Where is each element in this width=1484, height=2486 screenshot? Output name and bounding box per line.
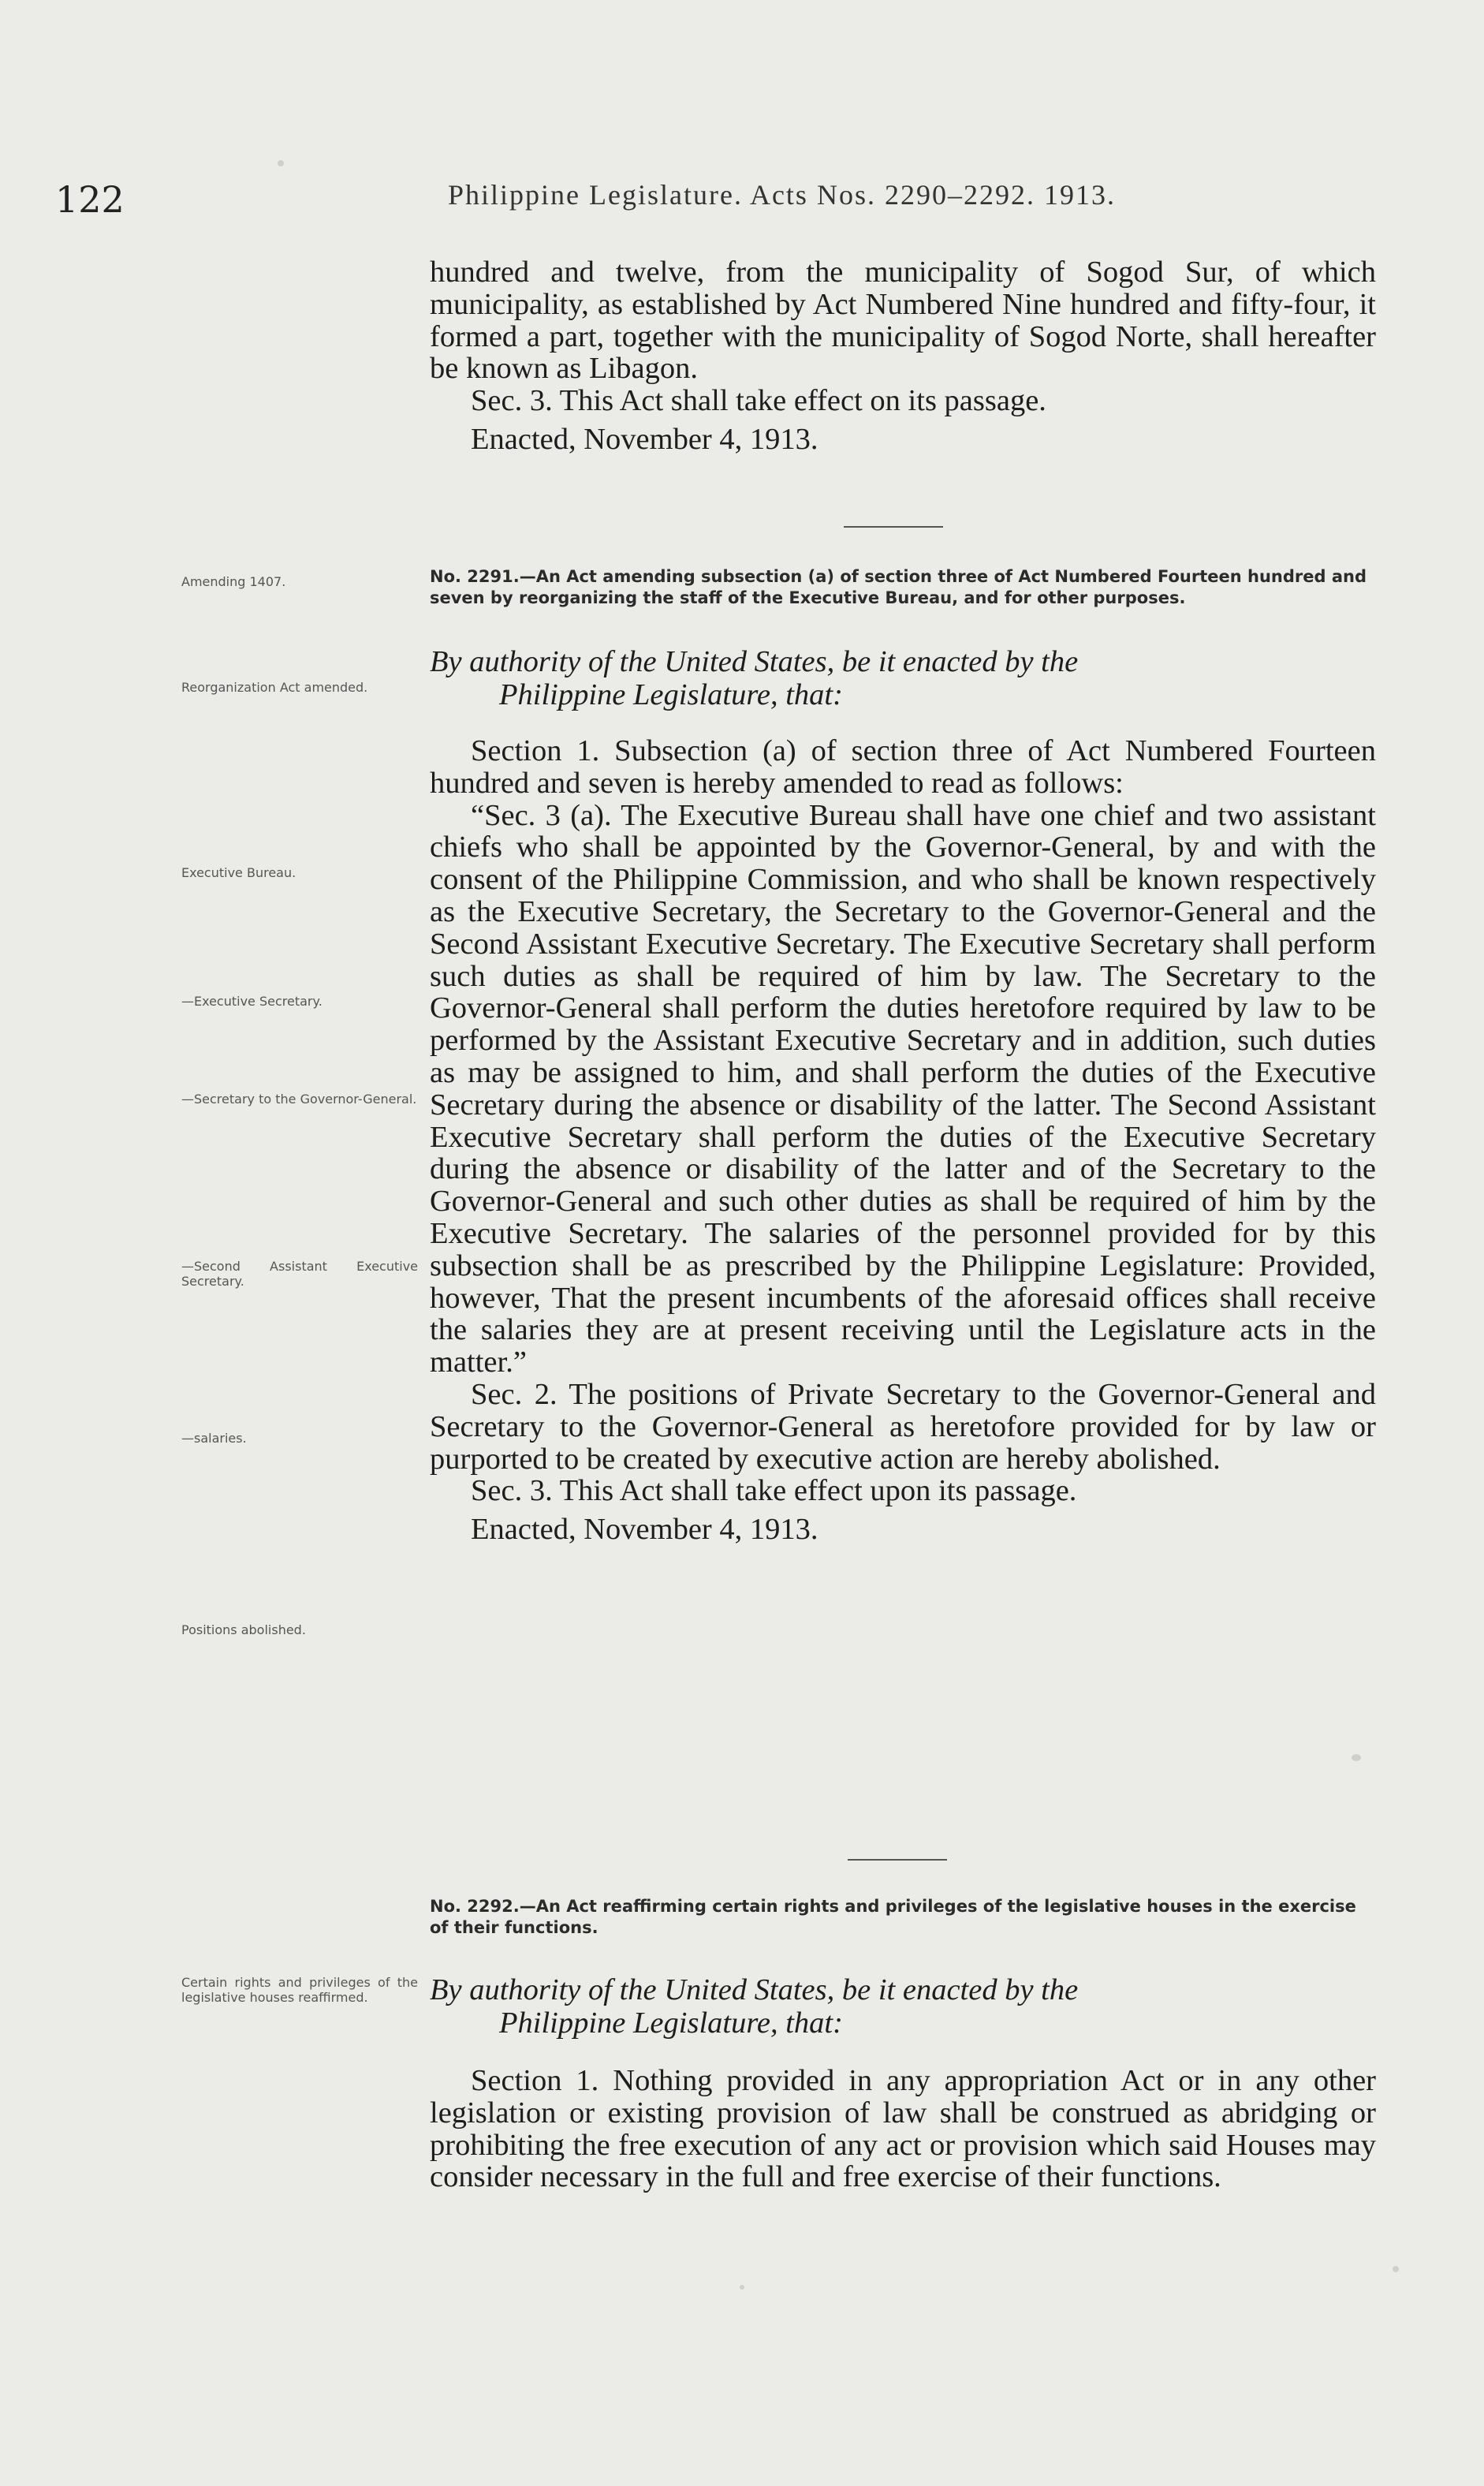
act-2292-heading	[430, 1896, 1376, 1939]
margin-note-executive-secretary: —Executive Secretary.	[181, 994, 323, 1009]
act-2292-enacting-clause	[430, 1973, 1376, 2040]
act-2290-tail	[430, 256, 1376, 456]
margin-note-executive-bureau: Executive Bureau.	[181, 865, 296, 880]
act-2291-heading	[430, 566, 1376, 609]
section-divider	[844, 526, 943, 528]
act-2291-number: No. 2291.	[430, 567, 520, 586]
margin-note-salaries: —salaries.	[181, 1431, 247, 1446]
margin-note-positions-abolished: Positions abolished.	[181, 1622, 306, 1637]
act-2291-enacting-clause	[430, 645, 1376, 711]
page-number: 122	[55, 178, 125, 221]
scan-speck	[1393, 2266, 1399, 2272]
margin-note-second-assistant: —Second Assistant Executive Secretary.	[181, 1259, 418, 1289]
act-2292-sec1: Section 1. Nothing provided in any appropriation Act or in any other legislation or existing provision of law shall be construed as abridging or prohibiting the free execution of any act or provision which said Houses may consider necessary in the full and free exercise of their functions.	[430, 2064, 1376, 2194]
act-2291	[430, 566, 1376, 1546]
act-2291-title: —An Act amending subsection (a) of section three of Act Numbered Fourteen hundred and seven by reorganizing the staff of the Executive Bureau, and for other purposes.	[430, 567, 1367, 607]
act-2291-sec3: Sec. 3. This Act shall take effect upon its passage.	[471, 1474, 1077, 1508]
act-2290-enacted: Enacted, November 4, 1913.	[471, 422, 818, 456]
scan-speck	[278, 160, 284, 166]
act-2292-title: —An Act reaffirming certain rights and privileges of the legislative houses in the exercise of their functions.	[430, 1897, 1356, 1937]
act-2292-number: No. 2292.	[430, 1897, 520, 1916]
margin-note-secretary-governor-general: —Secretary to the Governor-General.	[181, 1092, 417, 1107]
margin-note-amending: Amending 1407.	[181, 574, 286, 589]
section-divider	[848, 1859, 947, 1861]
act-2290-paragraph: hundred and twelve, from the municipality of Sogod Sur, of which municipality, as established by Act Numbered Nine hundred and fifty-four, it formed a part, together with the municipality of Sogod Norte, shall hereafter be known as Libagon.	[430, 256, 1376, 386]
act-2291-enacted: Enacted, November 4, 1913.	[471, 1513, 818, 1547]
scan-speck	[1352, 1754, 1361, 1761]
act-2291-sec2: Sec. 2. The positions of Private Secretary to the Governor-General and Secretary to the Governor-General as heretofore provided for by law or purported to be created by executive action are hereby abolished.	[430, 1377, 1376, 1476]
act-2290-sec3: Sec. 3. This Act shall take effect on its passage.	[471, 384, 1046, 418]
enacting-line-1: By authority of the United States, be it enacted by the	[430, 1973, 1079, 2006]
running-head: Philippine Legislature. Acts Nos. 2290–2292. 1913.	[448, 179, 1116, 211]
act-2291-sec1-intro: Section 1. Subsection (a) of section three of Act Numbered Fourteen hundred and seven is hereby amended to read as follows:	[430, 734, 1376, 800]
enacting-line-2: Philippine Legislature, that:	[499, 2006, 843, 2040]
act-2291-sec1-quote: “Sec. 3 (a). The Executive Bureau shall have one chief and two assistant chiefs who shall be appointed by the Governor-General, by and with the consent of the Philippine Commission, and who shall be known respectively as the Executive Secretary, the Secretary to the Governor-General and the Second Assistant Executive Secretary. The Executive Secretary shall perform such duties as shall be required of him by law. The Secretary to the Governor-General shall perform the duties heretofore required by law to be performed by the Assistant Executive Secretary and in addition, such duties as may be assigned to him, and shall perform the duties of the Executive Secretary during the absence or disability of the latter. The Second Assistant Executive Secretary shall perform the duties of the Executive Secretary during the absence or disability of the latter and of the Secretary to the Governor-General and such other duties as shall be required of him by the Executive Secretary. The salaries of the personnel provided for by this subsection shall be as prescribed by the Philippine Legislature: Provided, however, That the present incumbents of the aforesaid offices shall receive the salaries they are at present receiving until the Legislature acts in the matter.”	[430, 798, 1376, 1379]
enacting-line-2: Philippine Legislature, that:	[499, 678, 843, 711]
scan-speck	[740, 2285, 744, 2290]
act-2292	[430, 1896, 1376, 2193]
margin-note-reorganization: Reorganization Act amended.	[181, 680, 368, 695]
margin-note-rights-reaffirmed: Certain rights and privileges of the legislative houses reaffirmed.	[181, 1975, 418, 2005]
enacting-line-1: By authority of the United States, be it enacted by the	[430, 645, 1079, 678]
